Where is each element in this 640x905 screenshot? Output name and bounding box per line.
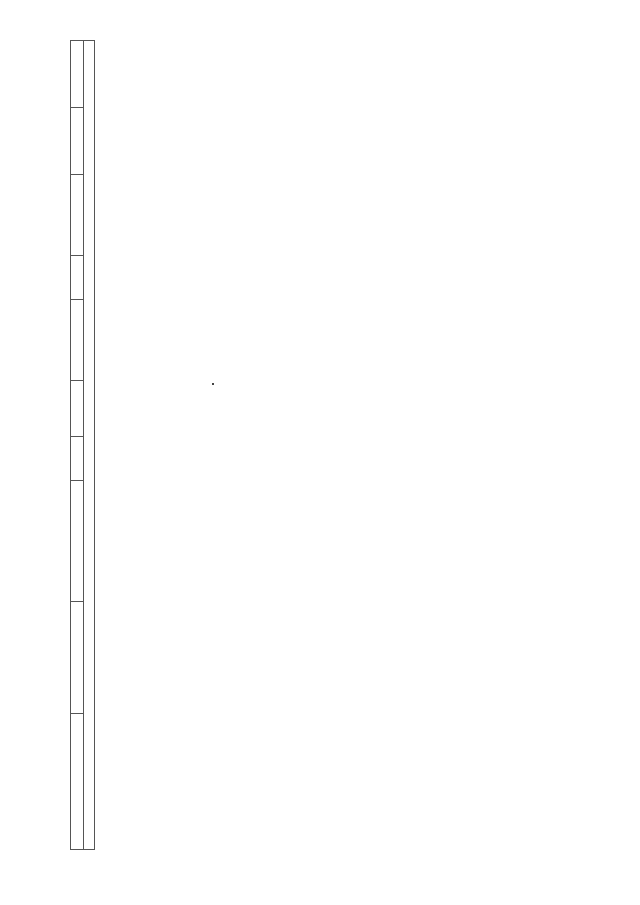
col-header bbox=[71, 108, 84, 175]
col-header bbox=[71, 41, 84, 108]
col-header bbox=[71, 255, 84, 300]
col-header bbox=[71, 436, 84, 481]
col-header bbox=[71, 601, 84, 713]
rotated-page-content bbox=[70, 20, 640, 850]
col-header bbox=[71, 713, 84, 849]
col-header bbox=[71, 175, 84, 255]
data-table bbox=[70, 40, 95, 850]
subprogram-title bbox=[84, 41, 95, 850]
col-header bbox=[71, 300, 84, 380]
col-header bbox=[71, 481, 84, 602]
subprogram-title-row bbox=[84, 41, 95, 850]
column-number-row bbox=[71, 41, 84, 850]
col-header bbox=[71, 380, 84, 436]
